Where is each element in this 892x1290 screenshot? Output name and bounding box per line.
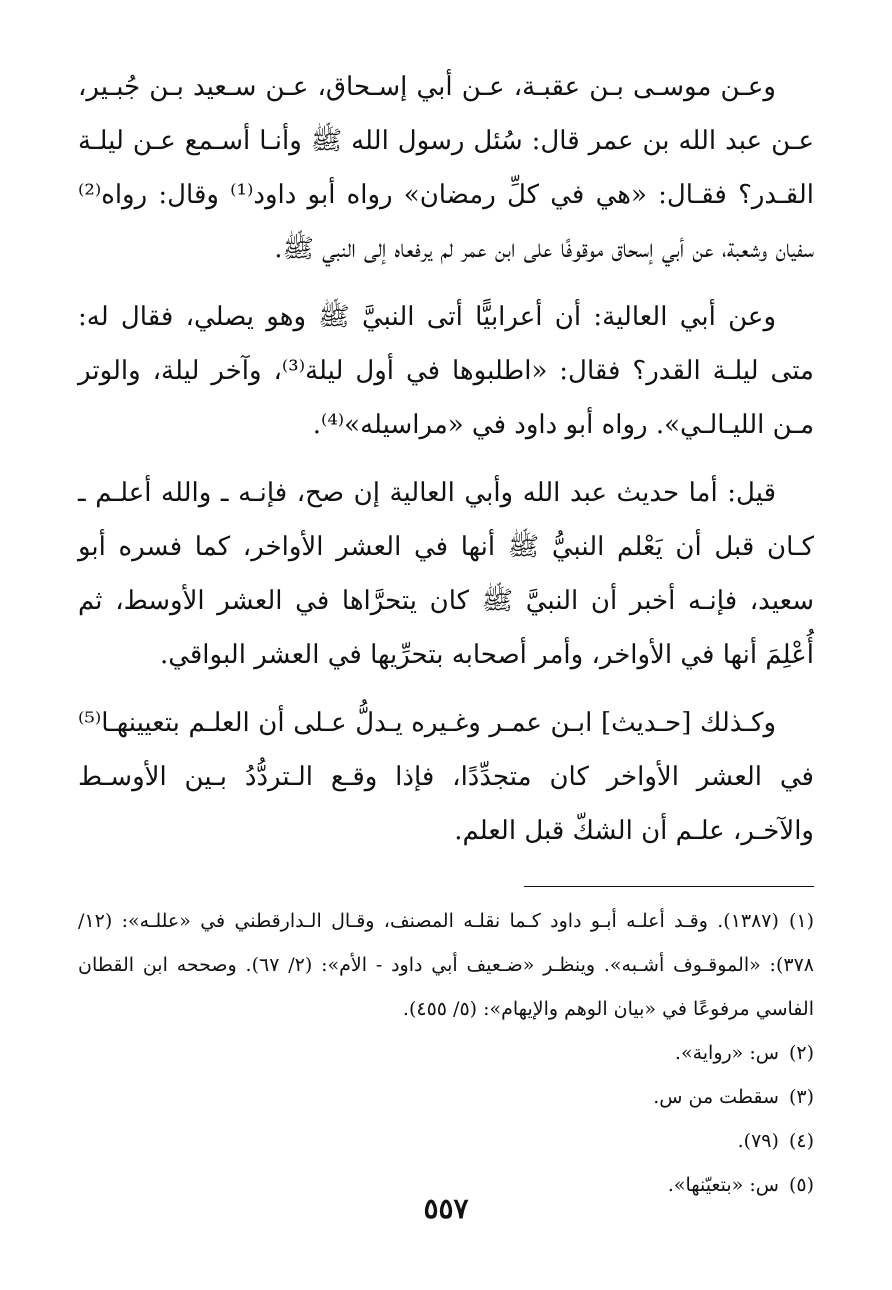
- page-number: ٥٥٧: [423, 1192, 469, 1225]
- footnote-number: (٣): [788, 1086, 814, 1108]
- footnotes: [78, 899, 814, 1207]
- footnote-item: [78, 1119, 814, 1163]
- paragraph: وكـذلك [حـديث] ابـن عمـر وغـيره يـدلُّ عـلى أن العلـم بتعيينهـا⁽⁵⁾ في العشر الأواخر كان متجدِّدًا، فإذا وقـع الـتردُّدُ بـين الأوسـط والآخـر، علـم أن الشكّ قبل العلم.: [78, 708, 814, 846]
- footnote-number: (٤): [788, 1130, 814, 1152]
- footnote-text: (١٣٨٧). وقـد أعلـه أبـو داود كـما نقلـه المصنف، وقـال الـدارقطني في «عللـه»: (١٢/ ٣٧٨): «الموقـوف أشـبه». وينظـر «ضـعيف أبي داود - الأم»: (٢/ ٦٧). وصححه ابن القطان الفاسي مرفوعًا في «بيان الوهم والإيهام»: (٥/ ٤٥٥).: [78, 910, 814, 1020]
- footnote-item: [78, 1031, 814, 1075]
- footnote-number: (٥): [788, 1174, 814, 1196]
- page-content: [78, 60, 814, 1207]
- footnote-text: س: «رواية».: [674, 1042, 779, 1064]
- paragraph: وعن أبي العالية: أن أعرابيًّا أتى النبيَّ ﷺ وهو يصلي، فقال له: متى ليلـة القدر؟ فقال: «اطلبوها في أول ليلة⁽³⁾، وآخر ليلة، والوتر مـن الليـالـي». رواه أبو داود في «مراسيله»⁽⁴⁾.: [78, 302, 814, 440]
- footnote-text: س: «بتعيّنها».: [667, 1174, 779, 1196]
- footnote-number: (٢): [788, 1042, 814, 1064]
- footnote-divider: [524, 886, 814, 887]
- main-text: [78, 60, 814, 858]
- footnote-item: [78, 899, 814, 1031]
- footnote-text: سقطت من س.: [653, 1086, 779, 1108]
- footnote-number: (١): [788, 910, 814, 932]
- footnote-item: [78, 1075, 814, 1119]
- paragraph: وعـن موسـى بـن عقبـة، عـن أبي إسـحاق، عـن سـعيد بـن جُبـير، عـن عبد الله بن عمر قال: سُئل رسول الله ﷺ وأنـا أسـمع عـن ليلـة القـدر؟ فقـال: «هي في كلِّ رمضان» رواه أبو داود⁽¹⁾ وقال: رواه⁽²⁾ سفيان وشعبة، عن أبي إسحاق موقوفًا على ابن عمر لم يرفعاه إلى النبي ﷺ.: [78, 72, 814, 264]
- paragraph: قيل: أما حديث عبد الله وأبي العالية إن صح، فإنـه ـ والله أعلـم ـ كـان قبل أن يَعْلم النبيُّ ﷺ أنها في العشر الأواخر، كما فسره أبو سعيد، فإنـه أخبر أن النبيَّ ﷺ كان يتحرَّاها في العشر الأوسط، ثم أُعْلِمَ أنها في الأواخر، وأمر أصحابه بتحرِّيها في العشر البواقي.: [78, 478, 815, 670]
- footnote-text: (٧٩).: [737, 1130, 779, 1152]
